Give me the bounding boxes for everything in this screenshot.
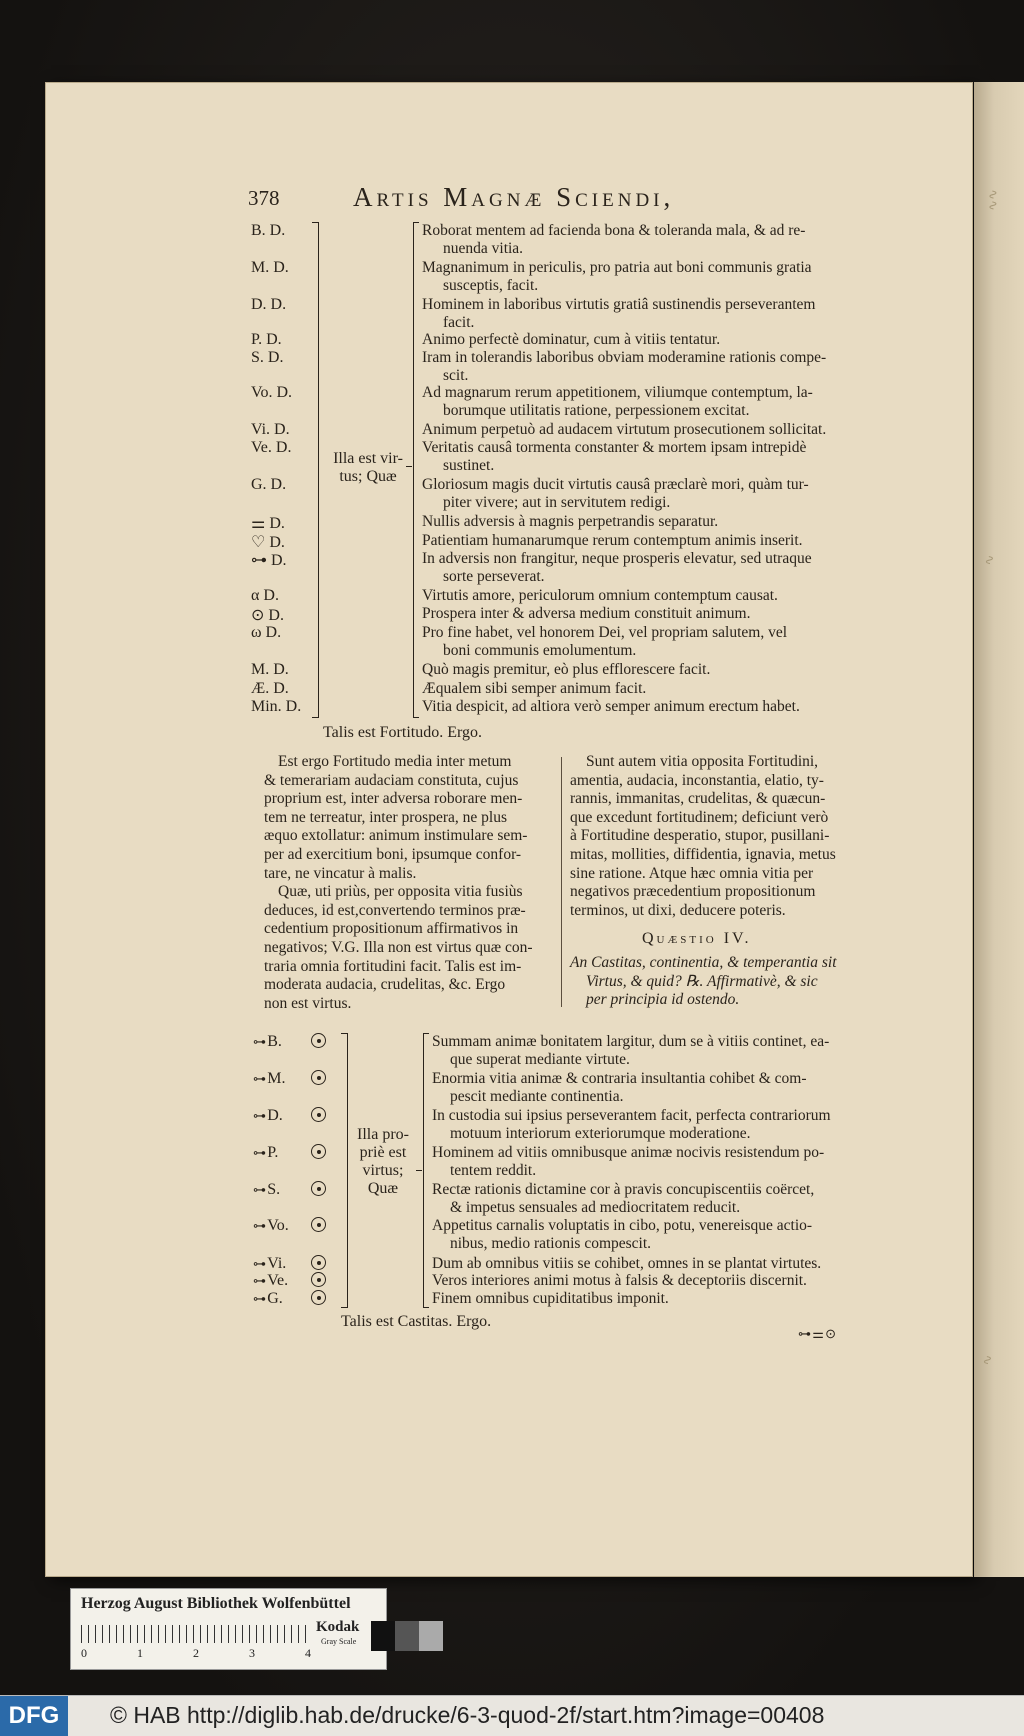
side-label: ⊶ D. <box>253 1107 326 1125</box>
definition-line: Æqualem sibi semper animum facit. <box>422 680 647 697</box>
question-heading: Quæstio IV. <box>642 930 752 947</box>
kodak-logo: Kodak <box>316 1619 360 1635</box>
definition-line: Virtutis amore, periculorum omnium contemptum causat. <box>422 587 778 604</box>
key-icon: ⊶ <box>253 1108 268 1123</box>
sun-icon <box>311 1033 326 1048</box>
paragraph-line: Sunt autem vitia opposita Fortitudini, <box>586 753 819 770</box>
side-label: ⊶ Ve. <box>253 1272 326 1290</box>
conclusion-fortitudo: Talis est Fortitudo. Ergo. <box>323 724 483 741</box>
side-label: M. D. <box>251 259 289 276</box>
definition-line: piter vivere; aut in servitutem redigi. <box>443 494 671 511</box>
definition-line: Roborat mentem ad facienda bona & toleranda mala, & ad re- <box>422 222 806 239</box>
side-label: ⊶ Vi. <box>253 1255 326 1273</box>
paragraph-line: & temerariam audaciam constituta, cujus <box>264 771 519 789</box>
right-brace <box>413 222 414 718</box>
definition-line: Iram in tolerandis laboribus obviam moderamine rationis compe- <box>422 349 827 366</box>
column-divider <box>561 757 562 1007</box>
brace-label-1: Illa est vir- tus; Quæ <box>333 450 403 485</box>
right-column <box>570 753 870 920</box>
side-label: Vi. D. <box>251 421 290 438</box>
definition-line: In custodia sui ipsius perseverantem facit, perfecta contrariorum <box>432 1107 831 1124</box>
sun-icon <box>311 1272 326 1287</box>
side-label: D. D. <box>251 296 287 313</box>
footer-bar <box>0 1695 1024 1736</box>
key-icon: ⊶ <box>253 1071 268 1086</box>
paragraph-line: non est virtus. <box>264 994 352 1012</box>
side-label: ω D. <box>251 624 282 641</box>
definition-line: tentem reddit. <box>450 1162 537 1179</box>
color-calibration-card: Herzog August Bibliothek Wolfenbüttel 0 1 2 3 4 Kodak Gray Scale <box>70 1588 387 1670</box>
library-name: Herzog August Bibliothek Wolfenbüttel <box>81 1595 351 1612</box>
side-label: ⊶ M. <box>253 1070 326 1088</box>
definition-line: Pro fine habet, vel honorem Dei, vel propriam salutem, vel <box>422 624 788 641</box>
paragraph-line: terminos, ut dixi, deducere poteris. <box>570 901 786 919</box>
left-brace <box>318 222 319 718</box>
side-label: P. D. <box>251 331 282 348</box>
key-icon: ⊶ <box>253 1182 268 1197</box>
definition-line: Veros interiores animi motus à falsis & deceptoriis discernit. <box>432 1272 807 1289</box>
definition-line: Nullis adversis à magnis perpetrandis separatur. <box>422 513 719 530</box>
definition-line: Summam animæ bonitatem largitur, dum se à vitiis continet, ea- <box>432 1033 830 1050</box>
sun-icon <box>311 1290 326 1305</box>
definition-line: Quò magis premitur, eò plus efflorescere facit. <box>422 661 711 678</box>
definition-line: Finem omnibus cupiditatibus imponit. <box>432 1290 669 1307</box>
key-icon: ⊶ <box>253 1256 268 1271</box>
side-label: Æ. D. <box>251 680 289 697</box>
side-label: G. D. <box>251 476 287 493</box>
left-column <box>264 753 559 1013</box>
definition-line: Vitia despicit, ad altiora verò semper animum erectum habet. <box>422 698 800 715</box>
key-icon: ⊶ <box>253 1273 268 1288</box>
paragraph-line: sine ratione. Atque hæc omnia vitia per <box>570 864 814 882</box>
definition-line: sustinet. <box>443 457 495 474</box>
key-icon: ⊶ <box>253 1034 268 1049</box>
definition-line: facit. <box>443 314 475 331</box>
side-label: ⊶ D. <box>251 552 287 569</box>
side-label: Ve. D. <box>251 439 292 456</box>
sun-icon <box>311 1255 326 1270</box>
sun-icon <box>311 1144 326 1159</box>
definition-line: sorte perseverat. <box>443 568 545 585</box>
brace-label-2: Illa pro- priè est virtus; Quæ <box>357 1126 409 1197</box>
definition-line: Rectæ rationis dictamine cor à pravis concupiscentiis coërcet, <box>432 1181 815 1198</box>
kodak-subtitle: Gray Scale <box>321 1637 357 1646</box>
paragraph-line: cedentium propositionum affirmativos in <box>264 920 519 938</box>
definition-line: borumque utilitatis ratione, perpessionem excitat. <box>443 402 750 419</box>
definition-line: pescit mediante continentia. <box>450 1088 624 1105</box>
side-label: ⚌ D. <box>251 515 285 532</box>
side-label: ⊶ B. <box>253 1033 326 1051</box>
paragraph-line: Quæ, uti priùs, per opposita vitia fusiùs <box>278 883 523 901</box>
dfg-logo: DFG <box>0 1696 68 1736</box>
paragraph-line: Est ergo Fortitudo media inter metum <box>278 753 512 770</box>
side-label: ⊶ P. <box>253 1144 326 1162</box>
paragraph-line: que excedunt fortitudinem; deficiunt verò <box>570 808 829 826</box>
conclusion-castitas: Talis est Castitas. Ergo. <box>341 1313 492 1330</box>
side-label: B. D. <box>251 222 286 239</box>
definition-line: motuum interiorum exteriorumque moderatione. <box>450 1125 751 1142</box>
definition-line: Hominem ad vitiis omnibusque animæ nocivis resistendum po- <box>432 1144 825 1161</box>
side-label: ⊶ Vo. <box>253 1217 326 1235</box>
paragraph-line: tem ne terreatur, inter prospera, ne plus <box>264 808 507 826</box>
definition-line: Appetitus carnalis voluptatis in cibo, potu, venereisque actio- <box>432 1217 813 1234</box>
paragraph-line: moderata audacia, crudelitas, &c. Ergo <box>264 976 506 994</box>
paragraph-line: deduces, id est,convertendo terminos præ- <box>264 901 526 919</box>
side-label: ⊶ G. <box>253 1290 326 1308</box>
paragraph-line: amentia, audacia, inconstantia, elatio, ty- <box>570 771 824 789</box>
sun-icon <box>311 1181 326 1196</box>
paragraph-line: proprium est, inter adversa roborare men- <box>264 790 523 808</box>
side-label: S. D. <box>251 349 284 366</box>
definition-line: Animum perpetuò ad audacem virtutum prosecutionem sollicitat. <box>422 421 827 438</box>
paragraph-line: tare, ne vincatur à malis. <box>264 864 417 882</box>
paragraph-line: traria omnia fortitudini facit. Talis est im- <box>264 957 522 975</box>
paragraph-line: à Fortitudine desperatio, stupor, pusillani- <box>570 827 830 845</box>
facing-page-edge: ∿∿ ∿ ∿ <box>974 82 1024 1577</box>
side-label: Min. D. <box>251 698 302 715</box>
definition-line: Patientiam humanarumque rerum contemptum animis inserit. <box>422 532 803 549</box>
definition-line: nibus, medio rationis compescit. <box>450 1235 652 1252</box>
definition-line: Hominem in laboribus virtutis gratiâ sustinendis perseverantem <box>422 296 816 313</box>
sun-icon <box>311 1070 326 1085</box>
definition-line: scit. <box>443 367 469 384</box>
side-label: α D. <box>251 587 279 604</box>
side-label: ⊙ D. <box>251 607 284 624</box>
ruler <box>81 1625 309 1643</box>
definition-line: In adversis non frangitur, neque prosperis elevatur, sed utraque <box>422 550 812 567</box>
paragraph-line: mitas, mollities, diffidentia, ignavia, metus <box>570 845 836 863</box>
key-icon: ⊶ <box>253 1218 268 1233</box>
running-head: Artis Magnæ Sciendi, <box>353 182 675 212</box>
definition-line: Magnanimum in periculis, pro patria aut boni communis gratia <box>422 259 812 276</box>
paragraph-line: per ad exercitium boni, ipsumque confor- <box>264 845 522 863</box>
definition-line: que superat mediante virtute. <box>450 1051 630 1068</box>
page-number: 378 <box>248 186 280 210</box>
paragraph-line: æquo extollatur: animum instimulare sem- <box>264 827 528 845</box>
definition-line: boni communis emolumentum. <box>443 642 637 659</box>
definition-line: nuenda vitia. <box>443 240 524 257</box>
definition-line: & impetus sensuales ad mediocritatem reducit. <box>450 1199 741 1216</box>
page-header <box>248 182 808 212</box>
left-brace-2 <box>347 1033 348 1308</box>
paragraph-line: negativos; V.G. Illa non est virtus quæ con- <box>264 938 533 956</box>
side-label: M. D. <box>251 661 289 678</box>
definition-line: Animo perfectè dominatur, cum à vitiis tentatur. <box>422 331 721 348</box>
definition-line: Ad magnarum rerum appetitionem, viliumque contemptum, la- <box>422 384 813 401</box>
side-label: ♡ D. <box>251 534 285 551</box>
side-label: ⊶ S. <box>253 1181 326 1199</box>
key-icon: ⊶ <box>253 1145 268 1160</box>
footer-url[interactable]: © HAB http://diglib.hab.de/drucke/6-3-quod-2f/start.htm?image=00408 <box>110 1702 825 1728</box>
gray-swatches <box>371 1621 443 1651</box>
definition-line: susceptis, facit. <box>443 277 539 294</box>
definition-line: Gloriosum magis ducit virtutis causâ præclarè mori, quàm tur- <box>422 476 809 493</box>
side-label: Vo. D. <box>251 384 293 401</box>
definition-line: Veritatis causâ tormenta constanter & mortem ipsam intrepidè <box>422 439 807 456</box>
catchword: ⊶ ⚌ ⊙ <box>798 1326 836 1341</box>
definition-line: Dum ab omnibus vitiis se cohibet, omnes in se plantat virtutes. <box>432 1255 822 1272</box>
right-brace-2 <box>423 1033 424 1308</box>
key-icon: ⊶ <box>253 1291 268 1306</box>
sun-icon <box>311 1217 326 1232</box>
definition-line: Enormia vitia animæ & contraria insultantia cohibet & com- <box>432 1070 807 1087</box>
paragraph-line: rannis, immanitas, crudelitas, & quæcun- <box>570 790 826 808</box>
question-text: An Castitas, continentia, & temperantia sit Virtus, & quid? ℞. Affirmativè, & sic per principia id ostendo. <box>570 954 837 1009</box>
definition-line: Prospera inter & adversa medium constituit animum. <box>422 605 751 622</box>
sun-icon <box>311 1107 326 1122</box>
paragraph-line: negativos præcedentium propositionum <box>570 883 816 901</box>
